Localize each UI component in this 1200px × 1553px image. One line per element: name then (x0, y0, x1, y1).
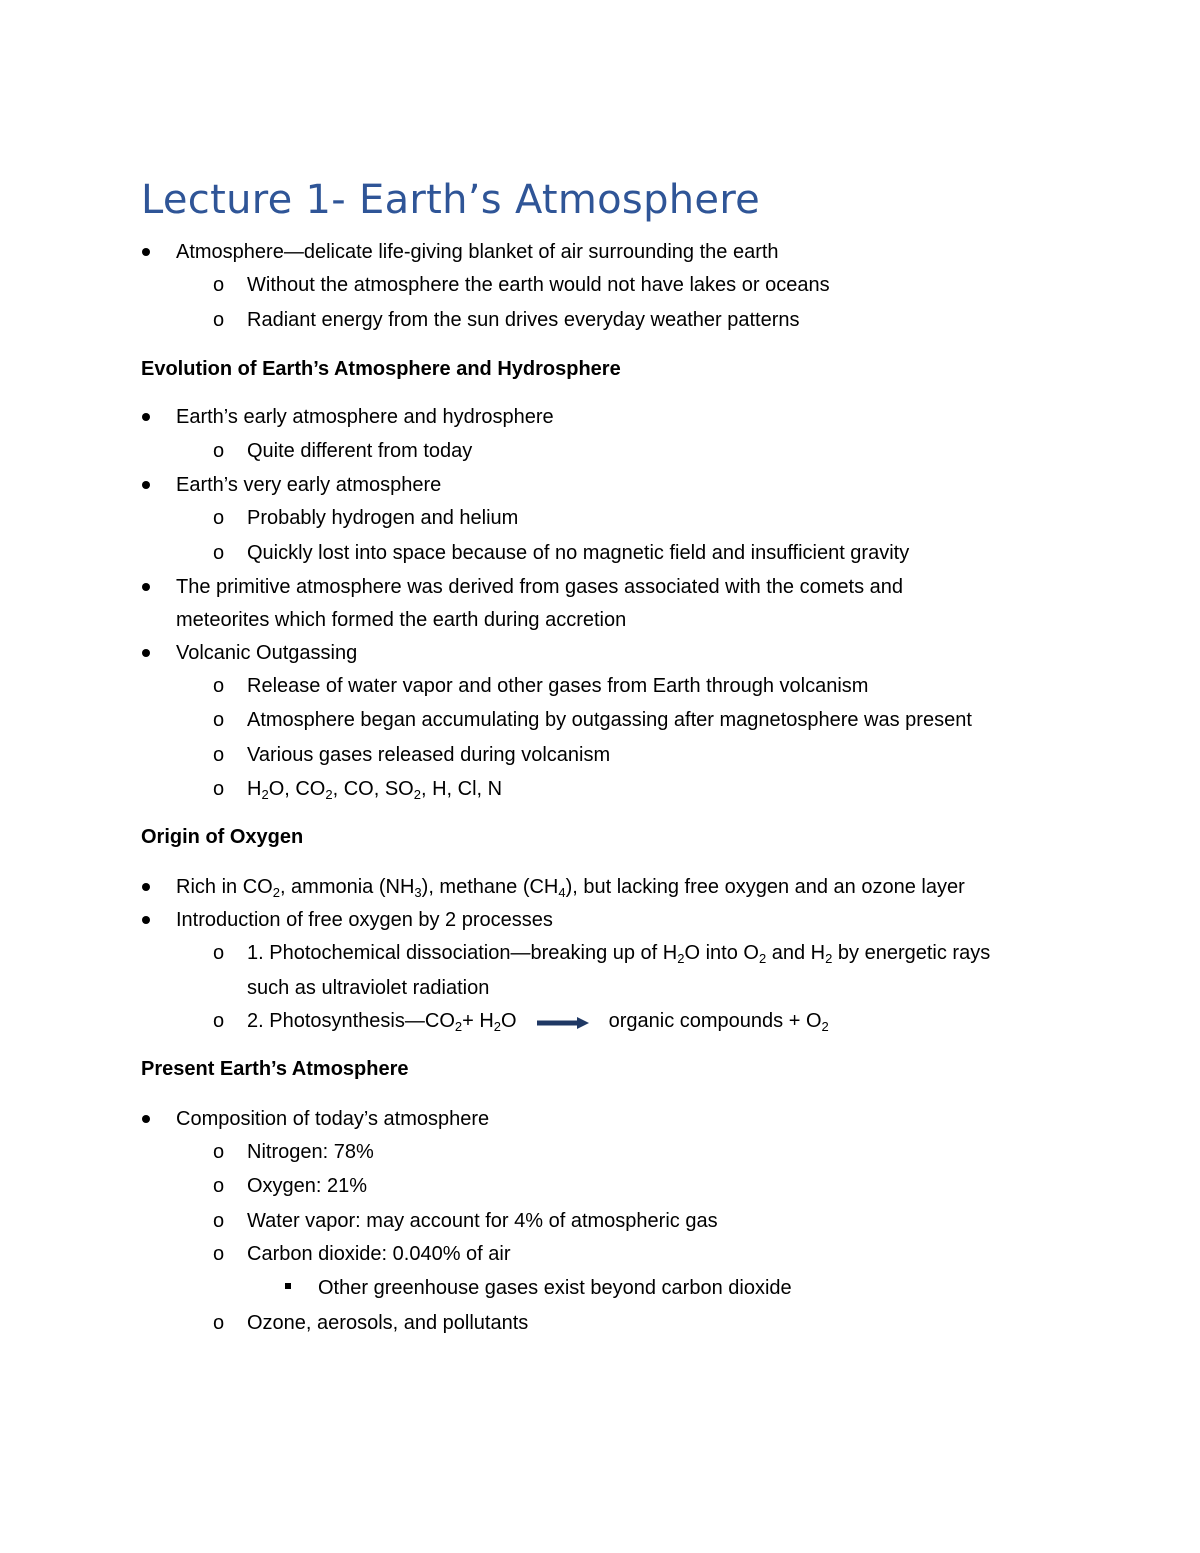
list-item: Various gases released during volcanism (247, 744, 611, 766)
right-arrow-icon (537, 1012, 589, 1028)
list-item: Quickly lost into space because of no magnetic field and insufficient gravity (247, 542, 910, 564)
list-item: Atmosphere—delicate life-giving blanket of air surrounding the earth (176, 241, 779, 263)
list-item: Other greenhouse gases exist beyond carbon dioxide (318, 1277, 792, 1299)
bullet-disc (142, 649, 150, 657)
list-item: The primitive atmosphere was derived from gases associated with the comets and (176, 576, 904, 598)
bullet-circle: o (213, 1010, 225, 1032)
section-heading: Evolution of Earth’s Atmosphere and Hydrosphere (141, 358, 621, 380)
list-item-continuation: such as ultraviolet radiation (247, 977, 490, 999)
bullet-circle: o (213, 1175, 225, 1197)
bullet-circle: o (213, 274, 225, 296)
section-heading: Origin of Oxygen (141, 826, 304, 848)
bullet-disc (142, 916, 150, 924)
page-title: Lecture 1- Earth’s Atmosphere (141, 177, 761, 223)
list-item-continuation: meteorites which formed the earth during accretion (176, 609, 627, 631)
list-item: Radiant energy from the sun drives everyday weather patterns (247, 309, 800, 331)
list-item: Ozone, aerosols, and pollutants (247, 1312, 529, 1334)
list-item: Carbon dioxide: 0.040% of air (247, 1243, 511, 1265)
bullet-circle: o (213, 1312, 225, 1334)
list-item: Quite different from today (247, 440, 473, 462)
bullet-circle: o (213, 507, 225, 529)
bullet-disc (142, 481, 150, 489)
bullet-disc (142, 248, 150, 256)
bullet-circle: o (213, 744, 225, 766)
bullet-circle: o (213, 675, 225, 697)
list-item: Introduction of free oxygen by 2 processes (176, 909, 553, 931)
list-item: Release of water vapor and other gases from Earth through volcanism (247, 675, 869, 697)
bullet-disc (142, 583, 150, 591)
list-item: Without the atmosphere the earth would not have lakes or oceans (247, 274, 830, 296)
arrow-head (577, 1017, 589, 1029)
list-item: 1. Photochemical dissociation—breaking up of $H_2O$ into $O_2$ and $H_2$ by energetic rays (247, 942, 991, 966)
list-item: Atmosphere began accumulating by outgassing after magnetosphere was present (247, 709, 972, 731)
bullet-circle: o (213, 1141, 225, 1163)
bullet-circle: o (213, 309, 225, 331)
list-item: Earth’s early atmosphere and hydrosphere (176, 406, 554, 428)
bullet-square (285, 1283, 291, 1289)
list-item: Earth’s very early atmosphere (176, 474, 442, 496)
list-item: Rich in $CO_2$, ammonia $(NH_3)$, methane $(CH_4)$, but lacking free oxygen and an ozone layer (176, 876, 965, 900)
bullet-circle: o (213, 1243, 225, 1265)
bullet-disc (142, 413, 150, 421)
list-item: Oxygen: 21% (247, 1175, 368, 1197)
bullet-circle: o (213, 778, 225, 800)
bullet-circle: o (213, 542, 225, 564)
bullet-circle: o (213, 440, 225, 462)
list-item-photosynthesis: 2. $Photosynthesis—CO_2+ H_2O$ organic compounds + $O_2$ (247, 1010, 829, 1034)
list-item: Composition of today’s atmosphere (176, 1108, 490, 1130)
section-heading: Present Earth’s Atmosphere (141, 1058, 409, 1080)
bullet-circle: o (213, 942, 225, 964)
bullet-disc (142, 1115, 150, 1123)
bullet-disc (142, 883, 150, 891)
list-item: Water vapor: may account for 4% of atmospheric gas (247, 1210, 718, 1232)
bullet-circle: o (213, 709, 225, 731)
list-item: Nitrogen: 78% (247, 1141, 374, 1163)
bullet-circle: o (213, 1210, 225, 1232)
arrow-shaft (537, 1020, 579, 1025)
list-item: Probably hydrogen and helium (247, 507, 519, 529)
list-item: Volcanic Outgassing (176, 642, 358, 664)
list-item-gases: $H_2O$, $CO_2$, CO, $SO_2$, H, Cl, N (247, 778, 503, 802)
